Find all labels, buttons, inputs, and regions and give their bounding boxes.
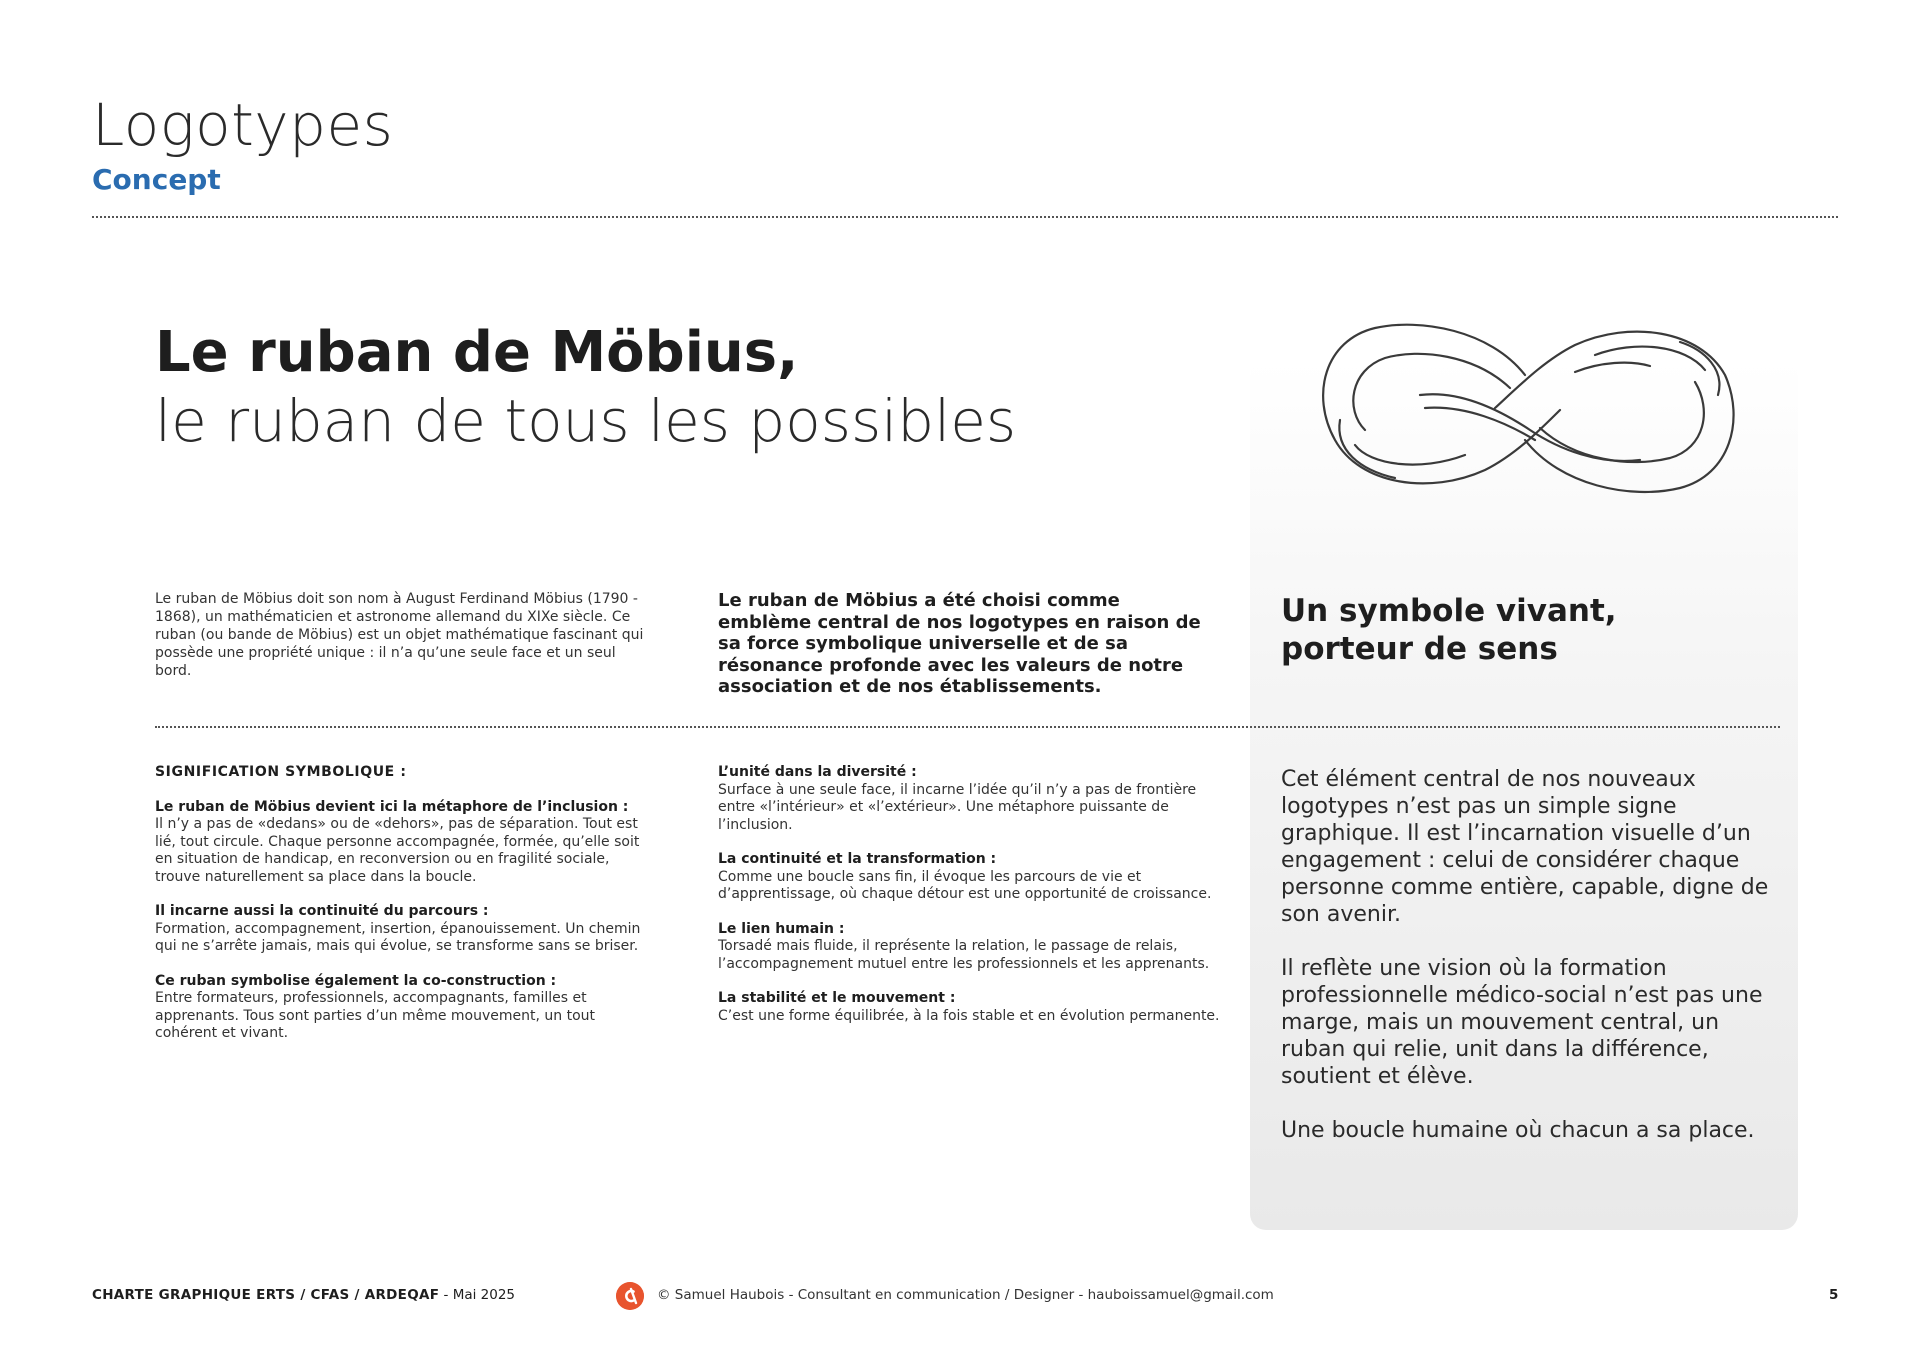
panel-heading-line-1: Un symbole vivant, — [1281, 593, 1617, 629]
symbolism-block — [718, 764, 1228, 834]
symbolism-block-text: Comme une boucle sans fin, il évoque les parcours de vie et d’apprentissage, où chaque détour est une opportunité de croissance. — [718, 868, 1212, 902]
panel-body — [1281, 766, 1781, 1171]
symbolism-block-text: Surface à une seule face, il incarne l’idée qu’il n’y a pas de frontière entre «l’intérieur» et «l’extérieur». Une métaphore puissante de l’inclusion. — [718, 781, 1197, 833]
section-divider — [155, 726, 1780, 728]
intro-emblem-text: Le ruban de Möbius a été choisi comme emblème central de nos logotypes en raison de sa force symbolique universelle et de sa résonance profonde avec les valeurs de notre association et de nos établissements. — [718, 590, 1201, 697]
symbolism-block — [718, 921, 1228, 974]
symbolism-block — [718, 990, 1228, 1025]
symbolism-block-heading: Ce ruban symbolise également la co-construction : — [155, 972, 557, 989]
symbolism-block-heading: La stabilité et le mouvement : — [718, 990, 956, 1006]
hero-subtitle: le ruban de tous les possibles — [155, 387, 1017, 455]
footer-copyright: © Samuel Haubois - Consultant en communication / Designer - hauboissamuel@gmail.com — [657, 1287, 1274, 1303]
symbolism-block — [155, 973, 655, 1043]
symbolism-block-text: Entre formateurs, professionnels, accompagnants, familles et apprenants. Tous sont parties d’un même mouvement, un tout cohérent et vivant. — [155, 990, 595, 1041]
page-subtitle: Concept — [92, 163, 221, 196]
header-divider — [92, 216, 1838, 218]
panel-heading — [1281, 592, 1721, 668]
symbolism-block-heading: La continuité et la transformation : — [718, 851, 997, 867]
panel-paragraph-3: Une boucle humaine où chacun a sa place. — [1281, 1118, 1755, 1143]
symbolism-block-text: Torsadé mais fluide, il représente la relation, le passage de relais, l’accompagnement mutuel entre les professionnels et les apprenants. — [718, 938, 1210, 972]
intro-history-text: Le ruban de Möbius doit son nom à August Ferdinand Möbius (1790 - 1868), un mathématicien et astronome allemand du XIXe siècle. Ce ruban (ou bande de Möbius) est un objet mathématique fascinant qui possède une propriété unique : il n’a qu’une seule face et un seul bord. — [155, 591, 644, 679]
symbolism-block-heading: Il incarne aussi la continuité du parcours : — [155, 903, 489, 919]
symbolism-block-text: Formation, accompagnement, insertion, épanouissement. Un chemin qui ne s’arrête jamais, mais qui évolue, se transforme sans se briser. — [155, 920, 641, 954]
mobius-ribbon-illustration — [1300, 300, 1750, 520]
footer-charter-name: CHARTE GRAPHIQUE ERTS / CFAS / ARDEQAF — [92, 1287, 440, 1303]
footer-charter-label — [92, 1287, 515, 1303]
page-title: Logotypes — [92, 91, 394, 159]
symbolism-block-text: C’est une forme équilibrée, à la fois stable et en évolution permanente. — [718, 1007, 1220, 1024]
symbolism-block — [155, 903, 655, 956]
designer-logo-icon — [616, 1282, 644, 1310]
symbolism-block-text: Il n’y a pas de «dedans» ou de «dehors», pas de séparation. Tout est lié, tout circule. Chaque personne accompagnée, formée, qu’elle soit en situation de handicap, en reconversion ou en fragilité sociale, trouve naturellement sa place dans la boucle. — [155, 816, 640, 885]
hero-title: Le ruban de Möbius, — [155, 320, 799, 385]
symbolism-block-heading: Le lien humain : — [718, 920, 845, 937]
symbolism-block-heading: Le ruban de Möbius devient ici la métaphore de l’inclusion : — [155, 798, 629, 815]
symbolism-title: SIGNIFICATION SYMBOLIQUE : — [155, 764, 407, 780]
page-number: 5 — [1829, 1287, 1839, 1303]
symbolism-block — [155, 799, 655, 887]
panel-paragraph-2: Il reflète une vision où la formation professionnelle médico-social n’est pas une marge, mais un mouvement central, un ruban qui relie, unit dans la différence, soutient et élève. — [1281, 956, 1763, 1089]
symbolism-block — [718, 851, 1228, 904]
symbolism-right-column — [718, 764, 1228, 1042]
panel-paragraph-1: Cet élément central de nos nouveaux logotypes n’est pas un simple signe graphique. Il est l’incarnation visuelle d’un engagement : celui de considérer chaque personne comme entière, capable, digne de son avenir. — [1281, 767, 1769, 927]
symbolism-left-column — [155, 764, 655, 1060]
symbolism-block-heading: L’unité dans la diversité : — [718, 764, 917, 780]
footer-date: - Mai 2025 — [439, 1287, 516, 1303]
panel-heading-line-2: porteur de sens — [1281, 631, 1558, 667]
